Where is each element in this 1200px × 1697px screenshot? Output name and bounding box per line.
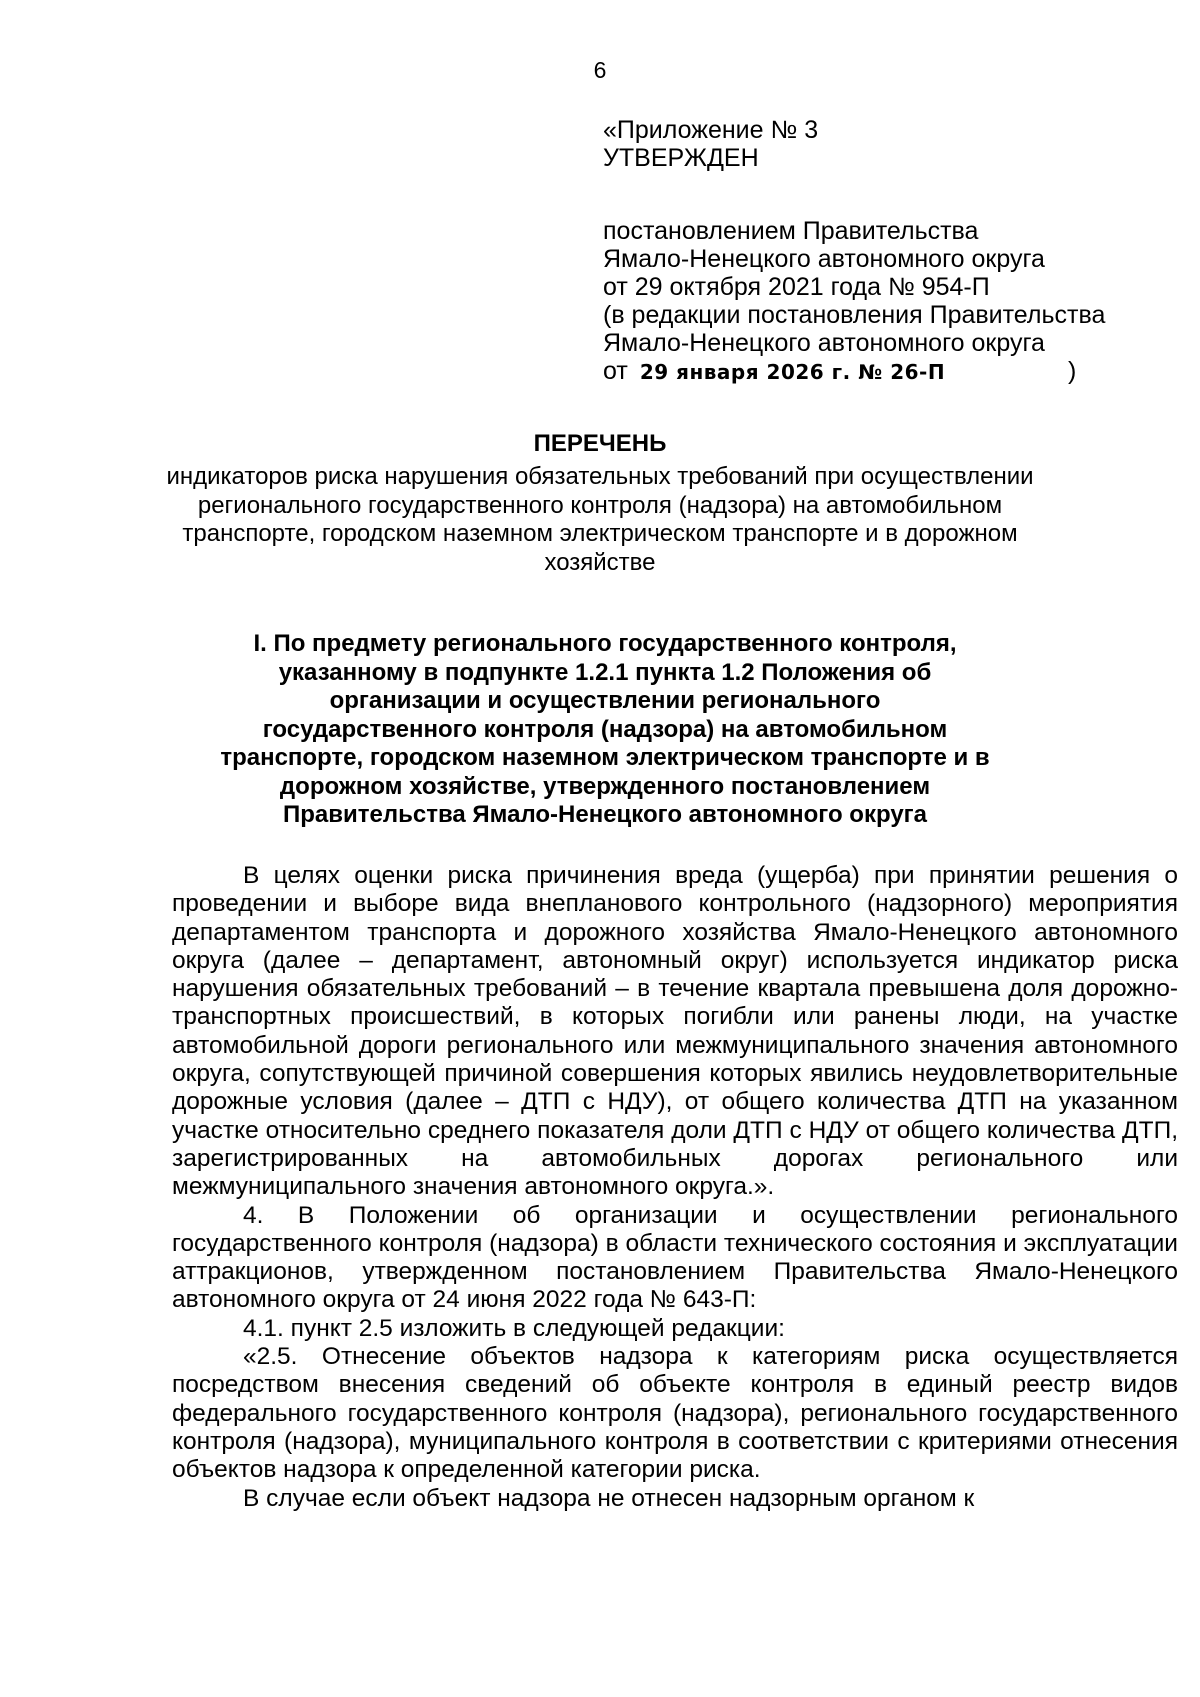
approval-line: от 29 октября 2021 года № 954-П (603, 273, 990, 301)
paragraph: «2.5. Отнесение объектов надзора к категориям риска осуществляется посредством внесения сведений об объекте контроля в единый реестр видов федерального государственного контроля (надзора), регионального государственного контроля (надзора), муниципального контроля в соответствии с критериями отнесения объектов надзора к определенной категории риска. (172, 1343, 1178, 1484)
approval-line: постановлением Правительства (603, 217, 979, 245)
section-heading: I. По предмету регионального государственного контроля, указанному в подпункте 1.2.1 пункта 1.2 Положения об организации и осуществлении регионального государственного контроля (надзора) на автомобильном транспорте, городском наземном электрическом транспорте и в дорожном хозяйстве, утвержденного постановлением Правительства Ямало-Ненецкого автономного округа (220, 630, 990, 828)
document-subtitle: индикаторов риска нарушения обязательных требований при осуществлении регионального государственного контроля (надзора) на автомобильном транспорте, городском наземном электрическом транспорте и в дорожном хозяйстве (166, 463, 1034, 576)
approval-line: Ямало-Ненецкого автономного округа (603, 329, 1045, 357)
appendix-number: «Приложение № 3 (603, 116, 819, 144)
revision-date-stamp: 29 января 2026 г. № 26-П (639, 360, 946, 384)
approval-line: (в редакции постановления Правительства (603, 301, 1106, 329)
body-text (172, 862, 1178, 1513)
paragraph: 4. В Положении об организации и осуществлении регионального государственного контроля (надзора) в области технического состояния и эксплуатации аттракционов, утвержденном постановлением Правительства Ямало-Ненецкого автономного округа от 24 июня 2022 года № 643-П: (172, 1201, 1178, 1314)
approval-line: Ямало-Ненецкого автономного округа (603, 245, 1045, 273)
approved-label: УТВЕРЖДЕН (603, 144, 759, 172)
date-prefix: от (603, 357, 628, 385)
paragraph: В случае если объект надзора не отнесен надзорным органом к (243, 1484, 975, 1512)
approval-block (603, 116, 1105, 386)
page-number: 6 (593, 57, 607, 83)
revision-date-line (603, 357, 1105, 386)
paragraph: В целях оценки риска причинения вреда (ущерба) при принятии решения о проведении и выборе вида внепланового контрольного (надзорного) мероприятия департаментом транспорта и дорожного хозяйства Ямало-Ненецкого автономного округа (далее – департамент, автономный округ) используется индикатор риска нарушения обязательных требований – в течение квартала превышена доля дорожно-транспортных происшествий, в которых погибли или ранены люди, на участке автомобильной дороги регионального или межмуниципального значения автономного округа, сопутствующей причиной совершения которых явились неудовлетворительные дорожные условия (далее – ДТП с НДУ), от общего количества ДТП на указанном участке относительно среднего показателя доли ДТП с НДУ от общего количества ДТП, зарегистрированных на автомобильных дорогах регионального или межмуниципального значения автономного округа.». (172, 862, 1178, 1201)
document-title: ПЕРЕЧЕНЬ (533, 430, 667, 457)
closing-paren: ) (1068, 357, 1077, 385)
paragraph: 4.1. пункт 2.5 изложить в следующей редакции: (243, 1314, 785, 1342)
